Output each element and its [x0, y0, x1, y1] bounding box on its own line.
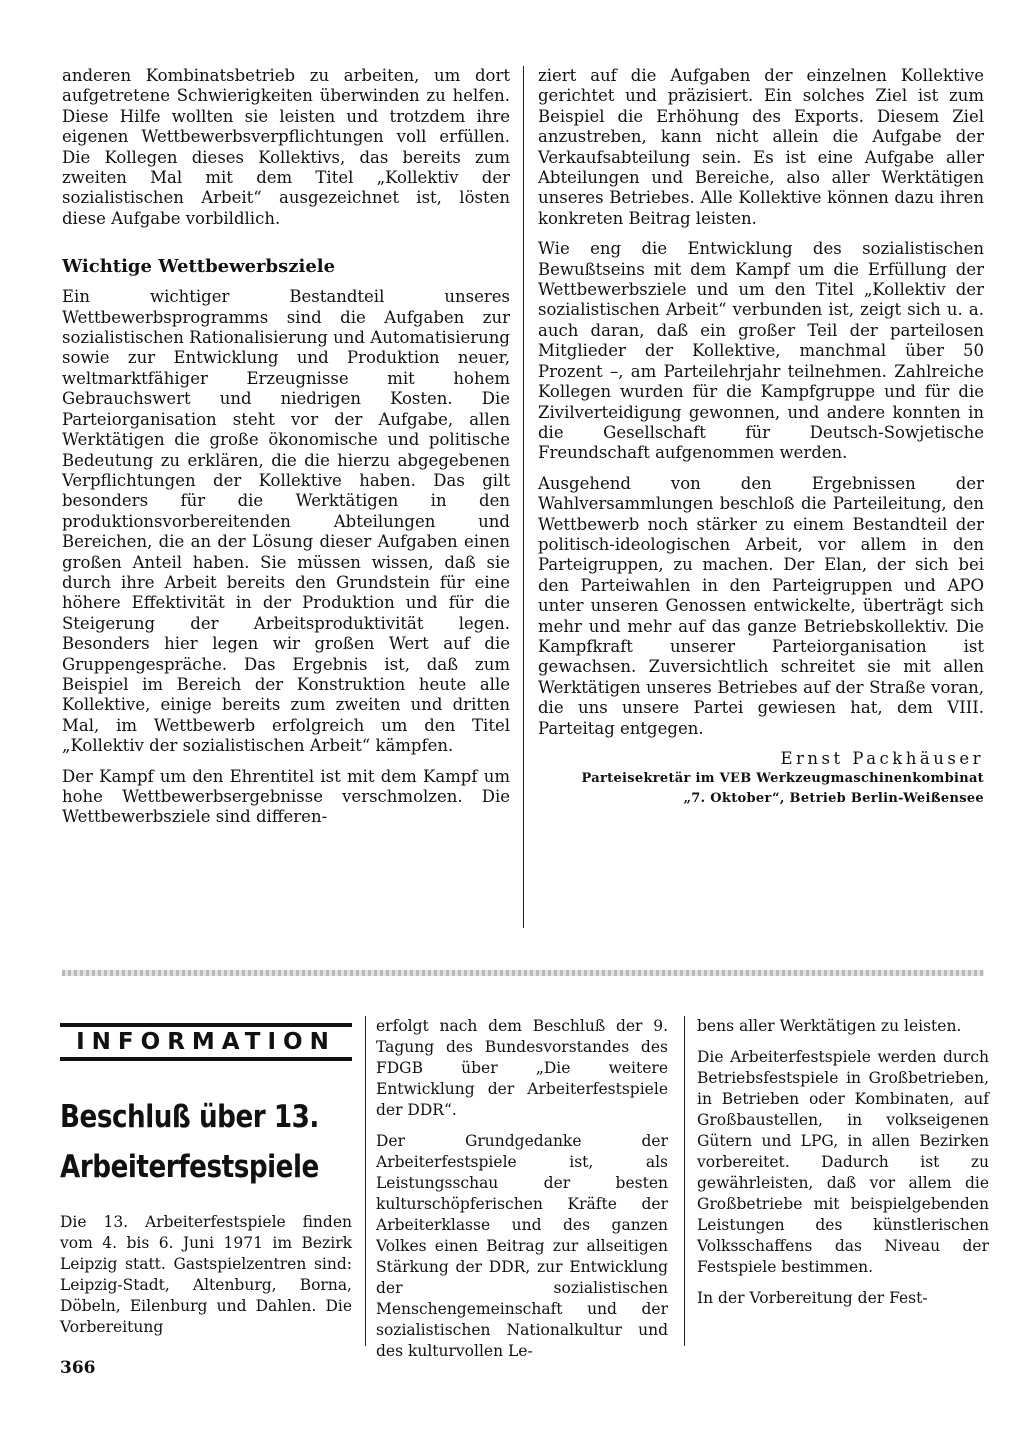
information-banner	[60, 1023, 352, 1061]
article-column-left	[62, 66, 510, 828]
column-divider	[365, 1016, 366, 1346]
headline-line: Beschluß über 13.	[60, 1099, 319, 1135]
page-number: 366	[60, 1358, 96, 1378]
column-divider	[523, 66, 524, 928]
paragraph: Der Kampf um den Ehrentitel ist mit dem Kampf um hohe Wettbewerbsergebnisse verschmolzen. Die Wettbewerbsziele sind differen-	[62, 766, 510, 827]
author-role-line: „7. Oktober“, Betrieb Berlin-Weißensee	[683, 791, 984, 807]
info-headline	[60, 1092, 342, 1192]
paragraph: Der Grundgedanke der Arbeiterfestspiele ist, als Leistungsschau der besten kulturschöpferischen Kräfte der Arbeiterklasse und des ganzen Volkes einen Beitrag zur allseitigen Stärkung der DDR, zur Entwicklung der sozialistischen Menschengemeinschaft und der sozialistischen Nationalkultur und des kulturvollen Le-	[376, 1132, 668, 1360]
headline-line: Arbeiterfestspiele	[60, 1149, 319, 1185]
paragraph: Wie eng die Entwicklung des sozialistischen Bewußtseins mit dem Kampf um die Erfüllung der Wettbewerbsziele und um den Titel „Kollektiv der sozialistischen Arbeit“ verbunden ist, zeigt sich u. a. auch daran, daß ein großer Teil der parteilosen Mitglieder der Kollektive, manchmal über 50 Prozent –, am Parteilehrjahr teilnehmen. Zahlreiche Kollegen wurden für die Kampfgruppe und für die Zivilverteidigung gewonnen, und andere konnten in die Gesellschaft für Deutsch-Sowjetische Freundschaft aufgenommen werden.	[538, 239, 984, 463]
info-column-3	[697, 1016, 989, 1309]
author-role-line: Parteisekretär im VEB Werkzeugmaschinenkombinat	[581, 771, 984, 787]
author-name: Ernst Packhäuser	[780, 749, 984, 768]
paragraph: Die 13. Arbeiterfestspiele finden vom 4. bis 6. Juni 1971 im Bezirk Leipzig statt. Gastspielzentren sind: Leipzig-Stadt, Altenburg, Borna, Döbeln, Eilenburg und Dahlen. Die Vorbereitung	[60, 1213, 352, 1336]
column-divider	[684, 1016, 685, 1346]
paragraph: anderen Kombinatsbetrieb zu arbeiten, um dort aufgetretene Schwierigkeiten überwinden zu helfen. Diese Hilfe wollten sie leisten und trotzdem ihre eigenen Wettbewerbsverpflichtungen voll erfüllen. Die Kollegen dieses Kollektivs, das bereits zum zweiten Mal mit dem Titel „Kollektiv der sozialistischen Arbeit“ ausgezeichnet ist, lösten diese Aufgabe vorbildlich.	[62, 66, 510, 228]
paragraph: ziert auf die Aufgaben der einzelnen Kollektive gerichtet und präzisiert. Ein solches Ziel ist zum Beispiel die Erhöhung des Exports. Diesem Ziel anzustreben, kann nicht allein die Aufgabe der Verkaufsabteilung sein. Es ist eine Aufgabe aller Abteilungen und Bereiche, also aller Werktätigen unseres Betriebes. Alle Kollektive können dazu ihren konkreten Beitrag leisten.	[538, 66, 984, 228]
paragraph: bens aller Werktätigen zu leisten.	[697, 1017, 962, 1035]
article-column-right	[538, 66, 984, 809]
information-label: INFORMATION	[76, 1029, 336, 1055]
paragraph: erfolgt nach dem Beschluß der 9. Tagung des Bundesvorstandes des FDGB über „Die weitere Entwicklung der Arbeiterfestspiele der DDR“.	[376, 1017, 668, 1119]
paragraph: Die Arbeiterfestspiele werden durch Betriebsfestspiele in Großbetrieben, in Betrieben oder Kombinaten, auf Großbaustellen, in volkseigenen Gütern und LPG, in allen Bezirken vorbereitet. Dadurch ist zu gewährleisten, daß vor allem die Großbetriebe mit beispielgebenden Leistungen des künstlerischen Volksschaffens das Niveau der Festspiele bestimmen.	[697, 1048, 989, 1276]
paragraph: In der Vorbereitung der Fest-	[697, 1289, 928, 1307]
info-column-1	[60, 1212, 352, 1338]
section-heading: Wichtige Wettbewerbsziele	[62, 256, 336, 278]
info-column-2	[376, 1016, 668, 1362]
paragraph: Ausgehend von den Ergebnissen der Wahlversammlungen beschloß die Parteileitung, den Wettbewerb noch stärker zu einem Bestandteil der politisch-ideologischen Arbeit, vor allem in den Parteigruppen, zu machen. Der Elan, der sich bei den Parteiwahlen in den Parteigruppen und APO unter unseren Genossen entwickelte, überträgt sich mehr und mehr auf das ganze Betriebskollektiv. Die Kampfkraft unserer Parteiorganisation ist gewachsen. Zuversichtlich schreitet sie mit allen Werktätigen unseres Betriebes auf der Straße voran, die uns unsere Partei gewiesen hat, dem VIII. Parteitag entgegen.	[538, 473, 984, 738]
section-separator	[62, 970, 984, 976]
author-role	[538, 769, 984, 809]
paragraph: Ein wichtiger Bestandteil unseres Wettbewerbsprogramms sind die Aufgaben zur sozialistischen Rationalisierung und Automatisierung sowie zur Entwicklung und Produktion neuer, weltmarktfähiger Erzeugnisse mit hohem Gebrauchswert und niedrigen Kosten. Die Parteiorganisation steht vor der Aufgabe, allen Werktätigen die große ökonomische und politische Bedeutung zu erklären, die die hierzu abgegebenen Verpflichtungen der Kollektive haben. Das gilt besonders für die Werktätigen in den produktionsvorbereitenden Abteilungen und Bereichen, die an der Lösung dieser Aufgaben einen großen Anteil haben. Sie müssen wissen, daß sie durch ihre Arbeit bereits den Grundstein für eine höhere Effektivität in der Produktion und für die Steigerung der Arbeitsproduktivität legen. Besonders hier legen wir großen Wert auf die Gruppengespräche. Das Ergebnis ist, daß zum Beispiel im Bereich der Konstruktion heute alle Kollektive, einige bereits zum zweiten und dritten Mal, im Wettbewerb erfolgreich um den Titel „Kollektiv der sozialistischen Arbeit“ kämpfen.	[62, 287, 510, 756]
